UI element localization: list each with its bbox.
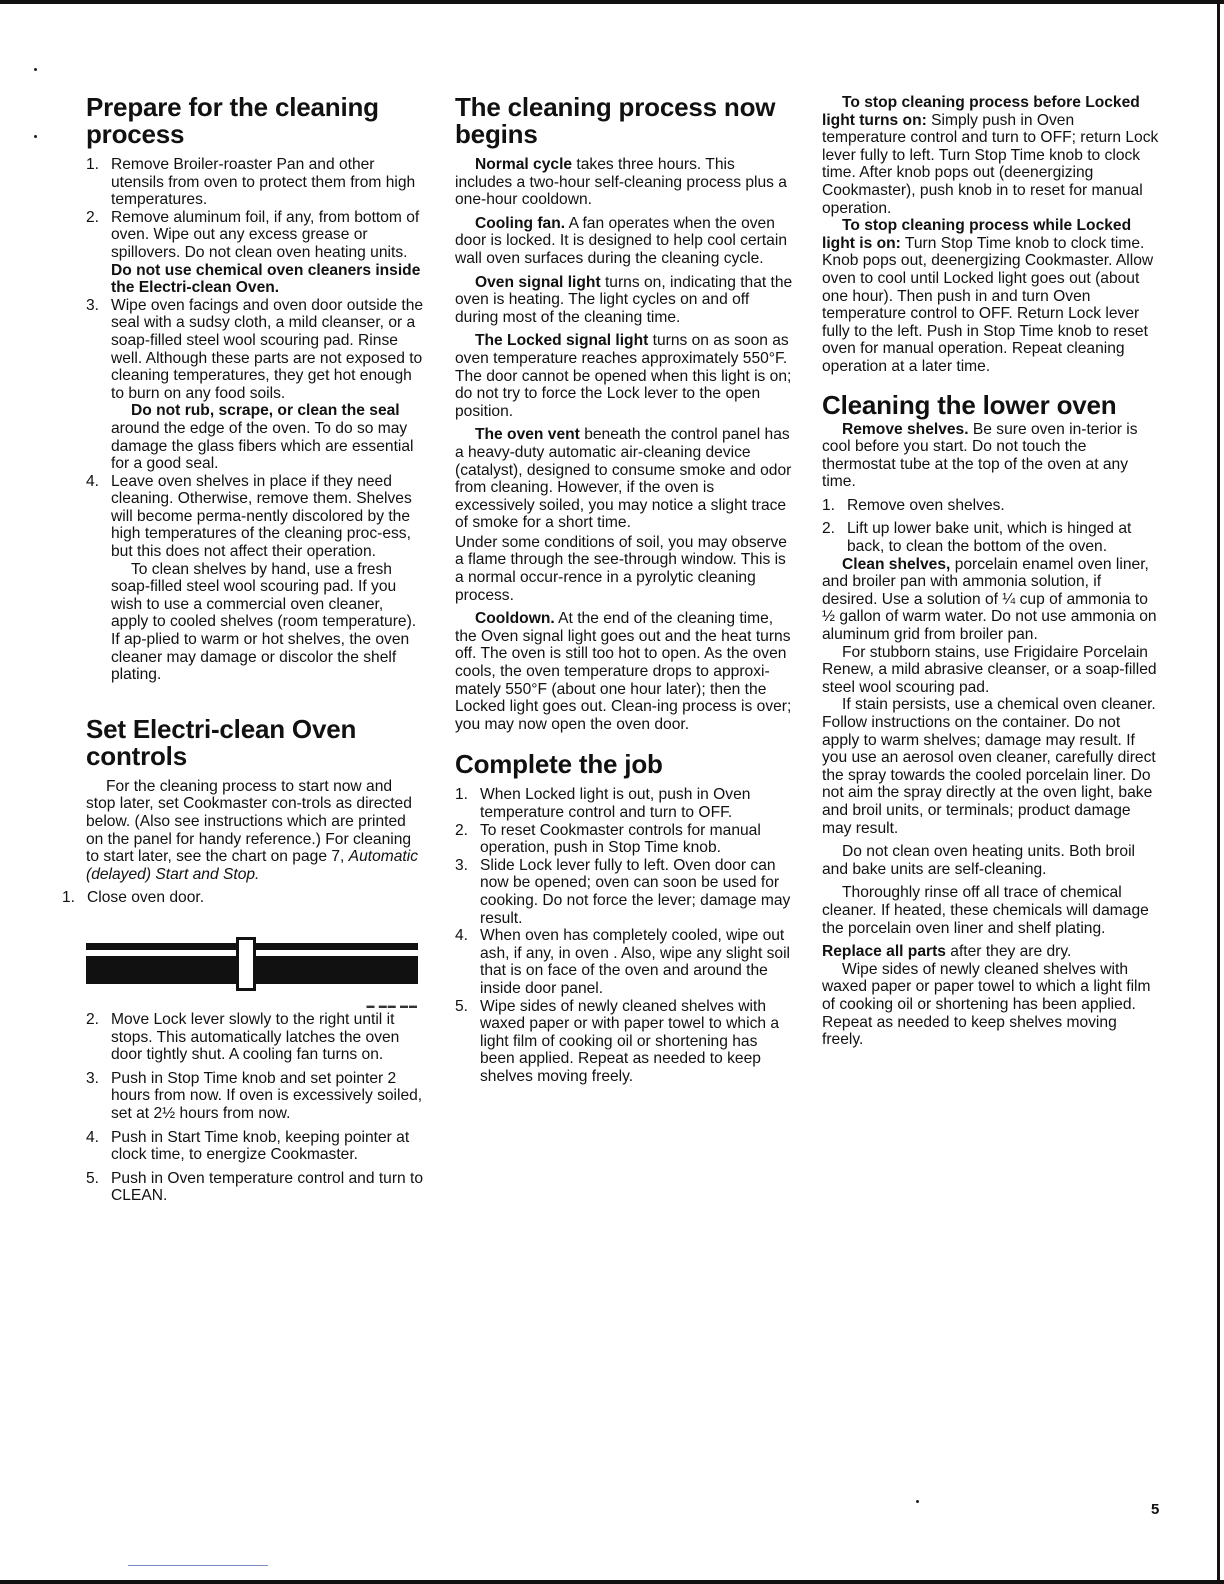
page-border-bottom [0, 1580, 1224, 1584]
prepare-steps [86, 156, 424, 684]
para-normal-cycle: Normal cycle takes three hours. This includes a two-hour self-cleaning process plus a one-hour cooldown. [455, 156, 787, 209]
para-cooling-fan: Cooling fan. A fan operates when the oven door is locked. It is designed to help cool certain wall oven surfaces during the cleaning cycle. [455, 214, 787, 267]
lock-lever-illustration [236, 937, 256, 991]
list-item: 3. Wipe oven facings and oven door outside the seal with a sudsy cloth, a mild cleanser, or a soap-filled steel wool scouring pad. Rinse well. Although these parts are not exposed to cleaning temperatures, they get hot enough to burn on any food soils. Do not rub, scrape, or clean the seal around the edge of the oven. To do so may damage the glass fibers which are essential for a good seal. [86, 296, 424, 473]
heading-cleaning-begins: The cleaning process now begins [455, 92, 776, 149]
para-stubborn-stains: For stubborn stains, use Frigidaire Porcelain Renew, a mild abrasive cleanser, or a soap-filled steel wool scouring pad. [822, 643, 1157, 696]
scan-artifact-line [128, 1565, 268, 1566]
heading-complete-job: Complete the job [455, 749, 663, 780]
controls-step-1 [62, 889, 424, 907]
list-item: 1. When Locked light is out, push in Oven temperature control and turn to OFF. [455, 786, 751, 821]
list-item: 1. Remove Broiler-roaster Pan and other utensils from oven to protect them from high temperatures. [86, 156, 416, 209]
controls-intro: For the cleaning process to start now and stop later, set Cookmaster con-trols as directed below. (Also see instructions which are printed on the panel for handy reference.) For cleaning to start later, see the chart on page 7, Automatic (delayed) Start and Stop. [86, 777, 419, 883]
para-rinse: Thoroughly rinse off all trace of chemical cleaner. If heated, these chemicals will damage the porcelain oven liner and shelf plating. [822, 884, 1149, 937]
page-number: 5 [1151, 1501, 1160, 1518]
list-item: 2. Remove aluminum foil, if any, from bottom of oven. Wipe out any excess grease or spillovers. Do not clean oven heating units. Do not use chemical oven cleaners inside the Electri-clean Oven. [86, 208, 421, 297]
para-remove-shelves: Remove shelves. Be sure oven in-terior is cool before you start. Do not touch the thermostat tube at the top of the oven at any time. [822, 420, 1138, 491]
column-middle [455, 94, 793, 1092]
list-item: 3. Slide Lock lever fully to left. Oven door can now be opened; oven can soon be used for cooking. Do not force the lever; damage may result. [455, 856, 791, 927]
para-do-not-clean: Do not clean oven heating units. Both broil and bake units are self-cleaning. [822, 843, 1136, 878]
para-locked-signal: The Locked signal light turns on as soon as oven temperature reaches approximately 550°F. The door cannot be opened when this light is on; do not try to force the Lock lever to the open position. [455, 332, 792, 420]
para-replace-parts: Replace all parts after they are dry. [822, 943, 1072, 961]
list-item: 2. Move Lock lever slowly to the right until it stops. This automatically latches the oven door tightly shut. A cooling fan turns on. [86, 1010, 400, 1064]
lower-oven-steps [822, 497, 1160, 556]
heading-prepare: Prepare for the cleaning process [86, 92, 379, 149]
list-item: 2. Lift up lower bake unit, which is hinged at back, to clean the bottom of the oven. [822, 520, 1132, 556]
para-stop-before: To stop cleaning process before Locked light turns on: Simply push in Oven temperature control and turn to OFF; return Lock lever fully to left. Turn Stop Time knob to clock time. After knob pops out (deenergizing Cookmaster), push knob in to reset for manual operation. [822, 94, 1159, 217]
page-border-top [0, 0, 1224, 4]
para-wipe-shelves: Wipe sides of newly cleaned shelves with waxed paper or paper towel to which a light film of cooking oil or shortening has been applied. Repeat as needed to keep shelves moving freely. [822, 960, 1151, 1049]
controls-steps [86, 1011, 424, 1205]
heading-lower-oven: Cleaning the lower oven [822, 389, 1117, 420]
list-item: 4. When oven has completely cooled, wipe out ash, if any, in oven . Also, wipe any slight soil that is on face of the oven and around the inside door panel. [455, 927, 791, 997]
scan-speck [916, 1500, 919, 1503]
para-stop-while: To stop cleaning process while Locked light is on: Turn Stop Time knob to clock time. Knob pops out, deenergizing Cookmaster. Allow oven to cool until Locked light goes out (about one hour). Then push in and turn Oven temperature control to OFF. Return Lock lever fully to the left. Push in Stop Time knob to reset oven for manual operation. Repeat cleaning operation at a later time. [822, 217, 1154, 375]
para-oven-vent: The oven vent beneath the control panel has a heavy-duty automatic air-cleaning device (catalyst), designed to consume smoke and odor from cleaning. However, if the oven is excessively soiled, you may notice a slight trace of smoke for a short time. [455, 426, 792, 532]
para-flame: Under some conditions of soil, you may observe a flame through the see-through window. This is a normal occur-rence in a pyrolytic cleaning process. [455, 533, 787, 604]
scan-speck [34, 135, 37, 138]
list-item: 5. Wipe sides of newly cleaned shelves with waxed paper or with paper towel to which a light film of cooking oil or shortening has been applied. Repeat as needed to keep shelves moving freely. [455, 997, 780, 1085]
para-cooldown: Cooldown. At the end of the cleaning time, the Oven signal light goes out and the heat turns off. The oven is still too hot to open. As the oven cools, the oven temperature drops to approxi-mately 550°F (about one hour later); then the Locked light goes out. Clean-ing process is over; you may now open the oven door. [455, 610, 792, 733]
control-panel-illustration [86, 937, 418, 1009]
complete-steps [455, 786, 793, 1085]
list-item: 1. Remove oven shelves. [822, 496, 1005, 514]
list-item: 4. Push in Start Time knob, keeping pointer at clock time, to energize Cookmaster. [86, 1128, 410, 1164]
heading-set-controls: Set Electri-clean Oven controls [86, 713, 357, 771]
list-item: 2. To reset Cookmaster controls for manual operation, push in Stop Time knob. [455, 821, 761, 857]
illustration-caption: ▬ ▬▬ ▬▬ [366, 1000, 418, 1010]
column-right [822, 94, 1160, 1055]
para-clean-shelves: Clean shelves, porcelain enamel oven liner, and broiler pan with ammonia solution, if desired. Use a solution of ¼ cup of ammonia to ½ gallon of warm water. Do not use ammonia on aluminum grid from broiler pan. [822, 555, 1157, 644]
list-item: 5. Push in Oven temperature control and turn to CLEAN. [86, 1169, 424, 1205]
page-border-right [1217, 0, 1220, 1584]
list-item: 1. Close oven door. [62, 889, 205, 907]
list-item: 3. Push in Stop Time knob and set pointer 2 hours from now. If oven is excessively soiled, set at 2½ hours from now. [86, 1069, 423, 1122]
column-left [62, 92, 424, 1211]
para-oven-signal: Oven signal light turns on, indicating that the oven is heating. The light cycles on and off during most of the cleaning time. [455, 273, 793, 326]
list-item: 4. Leave oven shelves in place if they need cleaning. Otherwise, remove them. Shelves will become perma-nently discolored by the high temperatures of the cleaning proc-ess, but this does not affect their operation. To clean shelves by hand, use a fresh soap-filled steel wool scouring pad. If you wish to use a commercial oven cleaner, apply to cooled shelves (room temperature). If ap-plied to warm or hot shelves, the oven cleaner may damage or discolor the shelf plating. [86, 472, 417, 684]
scan-speck [34, 68, 37, 71]
para-stain-persists: If stain persists, use a chemical oven cleaner. Follow instructions on the container. Do not apply to warm shelves; damage may result. If you use an aerosol oven cleaner, carefully direct the spray towards the cooled porcelain liner. Do not aim the spray directly at the oven light, bake and broil units, or terminals; product damage may result. [822, 696, 1156, 837]
